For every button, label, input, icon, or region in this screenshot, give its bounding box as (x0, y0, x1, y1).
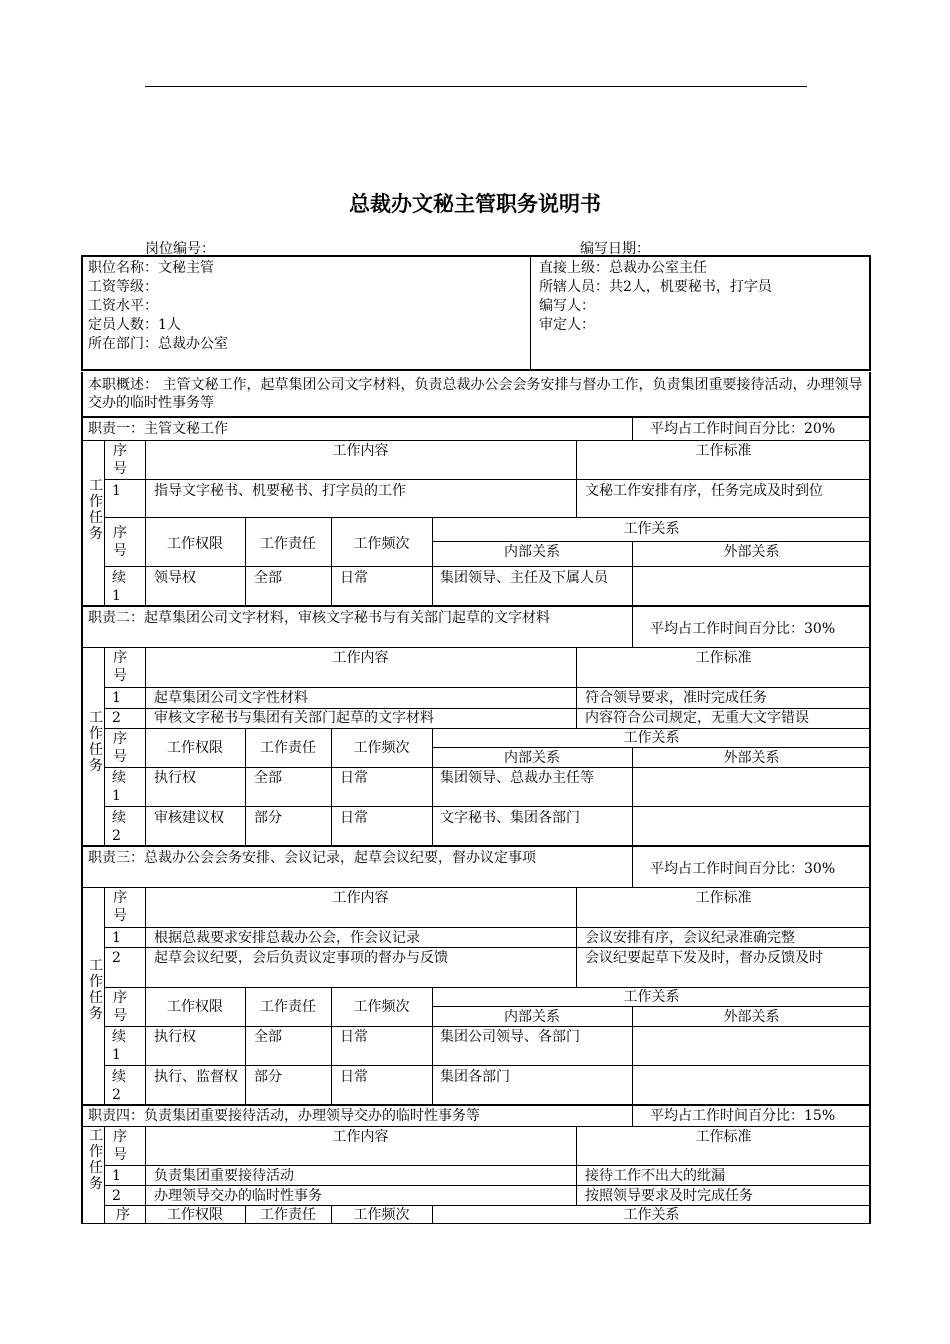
rule (104, 647, 105, 846)
duty3-relations-header: 工作关系 (623, 989, 680, 1005)
duty4-standard-header: 工作标准 (695, 1129, 752, 1145)
info-position-name: 职位名称：文秘主管 (88, 260, 214, 276)
rule (104, 947, 871, 948)
duty3-content-header: 工作内容 (332, 890, 389, 906)
rule (432, 1006, 871, 1007)
rule (104, 517, 871, 518)
duty3-task2-standard: 会议纪要起草下发及时，督办反馈及时 (585, 950, 823, 966)
duty4-task1-standard: 接待工作不出大的纰漏 (585, 1168, 725, 1184)
top-rule (145, 86, 807, 87)
duty3-authority-header: 工作权限 (167, 999, 223, 1015)
duty3-task1-standard: 会议安排有序，会议纪录准确完整 (585, 930, 795, 946)
duty4-task1-seq: 1 (112, 1168, 121, 1184)
duty2-responsibility-header: 工作责任 (260, 740, 316, 756)
rule (145, 440, 146, 606)
post-number-label: 岗位编号： (145, 241, 215, 257)
duty1-rel1-responsibility: 全部 (254, 570, 282, 586)
rule (104, 887, 105, 1105)
rule (632, 418, 633, 440)
duty4-percent: 平均占工作时间百分比：15% (650, 1108, 836, 1124)
duty3-responsibility-header: 工作责任 (260, 999, 316, 1015)
duty3-rel1-authority: 执行权 (154, 1029, 196, 1045)
rule (81, 605, 871, 607)
duty3-internal-header: 内部关系 (504, 1009, 560, 1025)
rule (104, 1065, 871, 1066)
rule (104, 927, 871, 928)
rule (104, 479, 871, 480)
duty1-task1-seq: 1 (112, 483, 121, 499)
duty3-rel1-frequency: 日常 (340, 1029, 368, 1045)
info-superior: 直接上级：总裁办公室主任 (539, 260, 707, 276)
duty2-standard-header: 工作标准 (695, 650, 752, 666)
duty1-external-header: 外部关系 (723, 544, 780, 560)
job-summary: 本职概述： 主管文秘工作，起草集团公司文字材料，负责总裁办公会会务安排与督办工作，负责集团重要接待活动，办理领导交办的临时性事务等 (88, 377, 863, 411)
rule (632, 847, 633, 887)
duty4-task1-content: 负责集团重要接待活动 (154, 1168, 294, 1184)
duty1-standard-header: 工作标准 (695, 443, 752, 459)
duty2-task1-seq: 1 (112, 690, 121, 706)
duty4-task2-seq: 2 (112, 1188, 121, 1204)
duty1-seq-header: 序号 (113, 443, 127, 477)
rule (104, 1026, 871, 1027)
info-left (88, 259, 228, 354)
duty4-tasks-vertical: 工作任务 (89, 1128, 103, 1192)
duty1-rel1-authority: 领导权 (154, 570, 196, 586)
duty1-rel-seq-header: 序号 (113, 525, 127, 559)
duty3-seq-header: 序号 (113, 890, 127, 924)
duty3-task2-content: 起草会议纪要，会后负责议定事项的督办与反馈 (154, 950, 448, 966)
document-title: 总裁办文秘主管职务说明书 (349, 192, 601, 216)
info-subordinates: 所辖人员：共2人，机要秘书，打字员 (539, 279, 772, 295)
date-label: 编写日期： (580, 241, 650, 257)
duty2-task2-standard: 内容符合公司规定，无重大文字错误 (585, 710, 809, 726)
duty1-task1-standard: 文秘工作安排有序，任务完成及时到位 (585, 483, 823, 499)
rule (432, 541, 871, 542)
duty2-title: 职责二：起草集团公司文字材料，审核文字秘书与有关部门起草的文字材料 (88, 610, 550, 626)
duty4-rel-seq-header: 序 (116, 1207, 130, 1223)
rule (104, 806, 871, 807)
duty3-rel2-responsibility: 部分 (254, 1069, 282, 1085)
rule (81, 845, 871, 847)
duty4-task2-content: 办理领导交办的临时性事务 (154, 1188, 322, 1204)
duty2-authority-header: 工作权限 (167, 740, 223, 756)
duty1-tasks-vertical: 工作任务 (89, 478, 103, 542)
rule (104, 1126, 105, 1224)
duty3-rel2-internal: 集团各部门 (440, 1069, 510, 1085)
rule (432, 747, 871, 748)
duty3-standard-header: 工作标准 (695, 890, 752, 906)
rule (81, 416, 871, 418)
duty1-content-header: 工作内容 (332, 443, 389, 459)
rule (104, 1165, 871, 1166)
duty2-external-header: 外部关系 (723, 750, 780, 766)
duty2-seq-header: 序号 (113, 650, 127, 684)
rule (104, 767, 871, 768)
duty3-rel2-frequency: 日常 (340, 1069, 368, 1085)
table-right-border (869, 372, 871, 1224)
duty1-rel1-seq: 续1 (112, 570, 126, 604)
duty3-external-header: 外部关系 (723, 1009, 780, 1025)
duty2-rel1-authority: 执行权 (154, 770, 196, 786)
duty2-content-header: 工作内容 (332, 650, 389, 666)
duty3-task1-seq: 1 (112, 930, 121, 946)
info-right (539, 259, 772, 335)
duty4-authority-header: 工作权限 (167, 1207, 223, 1223)
info-headcount: 定员人数：1人 (88, 317, 181, 333)
rule (81, 647, 871, 648)
duty2-rel1-responsibility: 全部 (254, 770, 282, 786)
duty4-frequency-header: 工作频次 (353, 1207, 410, 1223)
duty3-rel1-responsibility: 全部 (254, 1029, 282, 1045)
duty1-relations-header: 工作关系 (623, 521, 680, 537)
duty1-task1-content: 指导文字秘书、机要秘书、打字员的工作 (154, 483, 406, 499)
duty1-rel1-frequency: 日常 (340, 570, 368, 586)
duty2-rel1-frequency: 日常 (340, 770, 368, 786)
duty2-rel2-internal: 文字秘书、集团各部门 (440, 810, 580, 826)
rule (331, 517, 332, 606)
duty2-percent: 平均占工作时间百分比：30% (650, 621, 836, 637)
duty3-frequency-header: 工作频次 (353, 999, 410, 1015)
rule (104, 687, 871, 688)
duty3-rel2-seq: 续2 (112, 1069, 126, 1103)
rule (104, 440, 105, 606)
duty2-rel1-seq: 续1 (112, 770, 126, 804)
info-author: 编写人： (539, 298, 595, 314)
duty3-task1-content: 根据总裁要求安排总裁办公会，作会议记录 (154, 930, 420, 946)
duty2-task1-standard: 符合领导要求，准时完成任务 (585, 690, 767, 706)
duty2-rel2-seq: 续2 (112, 810, 126, 844)
duty2-rel1-internal: 集团领导、总裁办主任等 (440, 770, 594, 786)
duty4-title: 职责四：负责集团重要接待活动，办理领导交办的临时性事务等 (88, 1108, 480, 1124)
duty2-tasks-vertical: 工作任务 (89, 710, 103, 774)
duty2-internal-header: 内部关系 (504, 750, 560, 766)
rule (81, 887, 871, 888)
duty2-task2-content: 审核文字秘书与集团有关部门起草的文字材料 (154, 710, 434, 726)
duty1-rel1-internal: 集团领导、主任及下属人员 (440, 570, 608, 586)
duty3-tasks-vertical: 工作任务 (89, 958, 103, 1022)
duty2-frequency-header: 工作频次 (353, 740, 410, 756)
rule (104, 566, 871, 567)
rule (245, 517, 246, 606)
duty3-rel1-seq: 续1 (112, 1029, 126, 1063)
info-approver: 审定人： (539, 317, 595, 333)
duty4-task2-standard: 按照领导要求及时完成任务 (585, 1188, 753, 1204)
duty3-percent: 平均占工作时间百分比：30% (650, 861, 836, 877)
info-department: 所在部门：总裁办公室 (88, 336, 228, 352)
duty4-responsibility-header: 工作责任 (260, 1207, 316, 1223)
duty2-task2-seq: 2 (112, 710, 121, 726)
rule (632, 607, 633, 647)
info-divider (530, 256, 531, 370)
duty2-rel-seq-header: 序号 (113, 731, 127, 765)
duty4-relations-header: 工作关系 (623, 1207, 680, 1223)
duty2-task1-content: 起草集团公司文字性材料 (154, 690, 308, 706)
rule (81, 1104, 871, 1106)
duty1-internal-header: 内部关系 (504, 544, 560, 560)
duty1-frequency-header: 工作频次 (353, 536, 410, 552)
duty4-seq-header: 序号 (113, 1129, 127, 1163)
rule (81, 440, 871, 441)
duty3-title: 职责三：总裁办公会会务安排、会议记录，起草会议纪要，督办议定事项 (88, 850, 536, 866)
duty4-content-header: 工作内容 (332, 1129, 389, 1145)
duty3-rel1-internal: 集团公司领导、各部门 (440, 1029, 580, 1045)
duty1-title: 职责一：主管文秘工作 (88, 421, 228, 437)
rule (145, 887, 146, 1105)
duty3-rel-seq-header: 序号 (113, 990, 127, 1024)
duty1-percent: 平均占工作时间百分比：20% (650, 421, 836, 437)
duty2-rel2-frequency: 日常 (340, 810, 368, 826)
duty2-relations-header: 工作关系 (623, 730, 680, 746)
duty2-rel2-authority: 审核建议权 (154, 810, 224, 826)
info-salary-level: 工资水平： (88, 298, 158, 314)
rule (104, 1185, 871, 1186)
duty1-responsibility-header: 工作责任 (260, 536, 316, 552)
duty3-task2-seq: 2 (112, 950, 121, 966)
rule (632, 1106, 633, 1126)
info-salary-grade: 工资等级： (88, 279, 158, 295)
duty3-rel2-authority: 执行、监督权 (154, 1069, 238, 1085)
rule (81, 1126, 871, 1127)
table-left-border (81, 372, 83, 1224)
duty2-rel2-responsibility: 部分 (254, 810, 282, 826)
duty1-authority-header: 工作权限 (167, 536, 223, 552)
